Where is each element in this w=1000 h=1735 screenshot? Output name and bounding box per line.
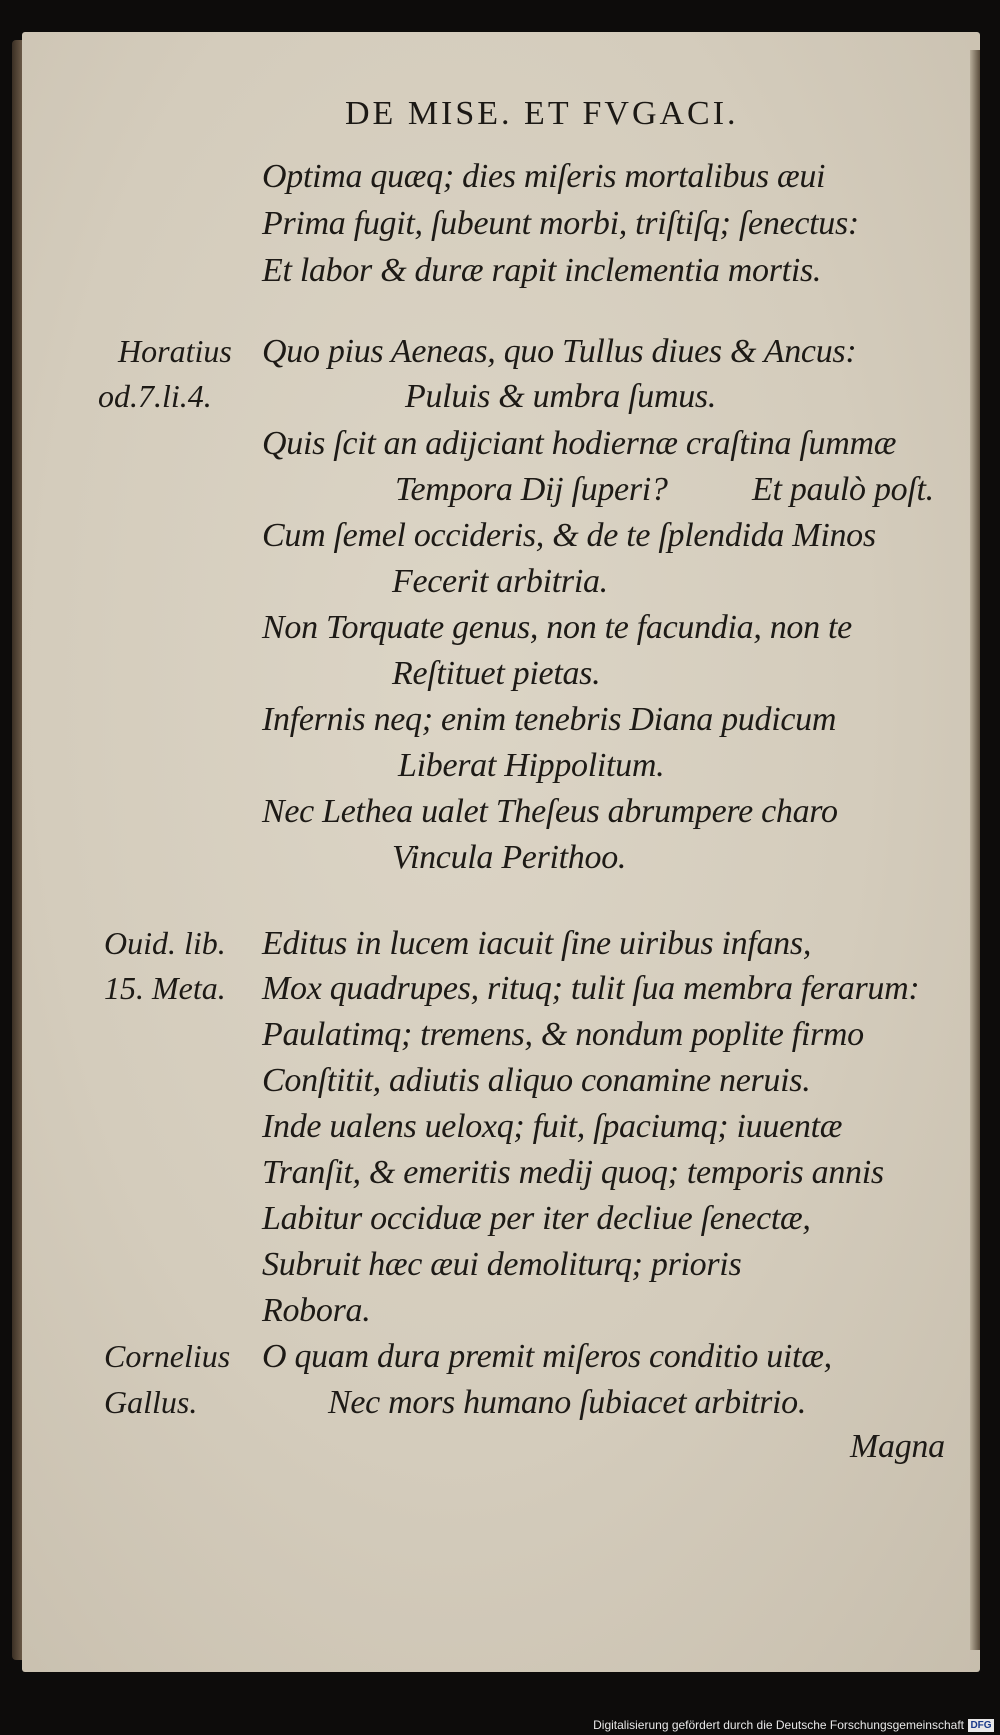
text-line: Infernis neq; enim tenebris Diana pudicum	[262, 701, 837, 738]
margin-note-ouid-ref: 15. Meta.	[104, 970, 226, 1006]
margin-note-cornelius: Cornelius	[104, 1338, 231, 1374]
text-line: Subruit hæc æui demoliturq; prioris	[262, 1246, 742, 1283]
text-line: Editus in lucem iacuit ſine uiribus infans,	[262, 925, 812, 962]
text-line: Robora.	[262, 1292, 371, 1329]
text-line: Mox quadrupes, rituq; tulit ſua membra ferarum:	[262, 970, 920, 1007]
text-line: Puluis & umbra ſumus.	[405, 378, 717, 415]
margin-note-ouid: Ouid. lib.	[104, 925, 226, 961]
text-line: Vincula Perithoo.	[392, 839, 627, 876]
text-line: Et labor & duræ rapit inclementia mortis.	[262, 252, 822, 289]
book-edge-right	[970, 50, 980, 1650]
text-line: Labitur occiduæ per iter decliue ſenectæ,	[262, 1200, 811, 1237]
text-line: Optima quæq; dies miſeris mortalibus æui	[262, 158, 826, 195]
text-line: O quam dura premit miſeros conditio uitæ,	[262, 1338, 832, 1375]
text-line: Tranſit, & emeritis medij quoq; temporis annis	[262, 1154, 884, 1191]
text-line: Reſtituet pietas.	[392, 655, 601, 692]
text-line: Quis ſcit an adijciant hodiernæ craſtina ſummæ	[262, 425, 897, 462]
text-line: Inde ualens ueloxq; fuit, ſpaciumq; iuuentæ	[262, 1108, 843, 1145]
text-line: Cum ſemel occideris, & de te ſplendida Minos	[262, 517, 876, 554]
running-header: DE MISE. ET FVGACI.	[345, 95, 739, 132]
text-line: Paulatimq; tremens, & nondum poplite firmo	[262, 1016, 864, 1053]
text-line: Prima fugit, ſubeunt morbi, triſtiſq; ſenectus:	[262, 205, 859, 242]
text-line: Liberat Hippolitum.	[398, 747, 665, 784]
text-line: Nec mors humano ſubiacet arbitrio.	[328, 1384, 807, 1421]
text-line: Non Torquate genus, non te facundia, non te	[262, 609, 852, 646]
margin-note-gallus: Gallus.	[104, 1384, 198, 1420]
text-line: Nec Lethea ualet Theſeus abrumpere charo	[262, 793, 838, 830]
catchword: Magna	[850, 1428, 945, 1465]
margin-note-horatius: Horatius	[118, 333, 232, 369]
text-line: Et paulò poſt.	[752, 471, 934, 508]
text-line: Quo pius Aeneas, quo Tullus diues & Ancus:	[262, 333, 857, 370]
digitization-credit: Digitalisierung gefördert durch die Deutsche Forschungsgemeinschaft	[593, 1718, 964, 1732]
text-line: Fecerit arbitria.	[392, 563, 608, 600]
margin-note-horatius-ref: od.7.li.4.	[98, 378, 212, 414]
dfg-logo: DFG	[968, 1719, 994, 1732]
text-line: Tempora Dij ſuperi?	[395, 471, 668, 508]
text-line: Conſtitit, adiutis aliquo conamine neruis.	[262, 1062, 811, 1099]
